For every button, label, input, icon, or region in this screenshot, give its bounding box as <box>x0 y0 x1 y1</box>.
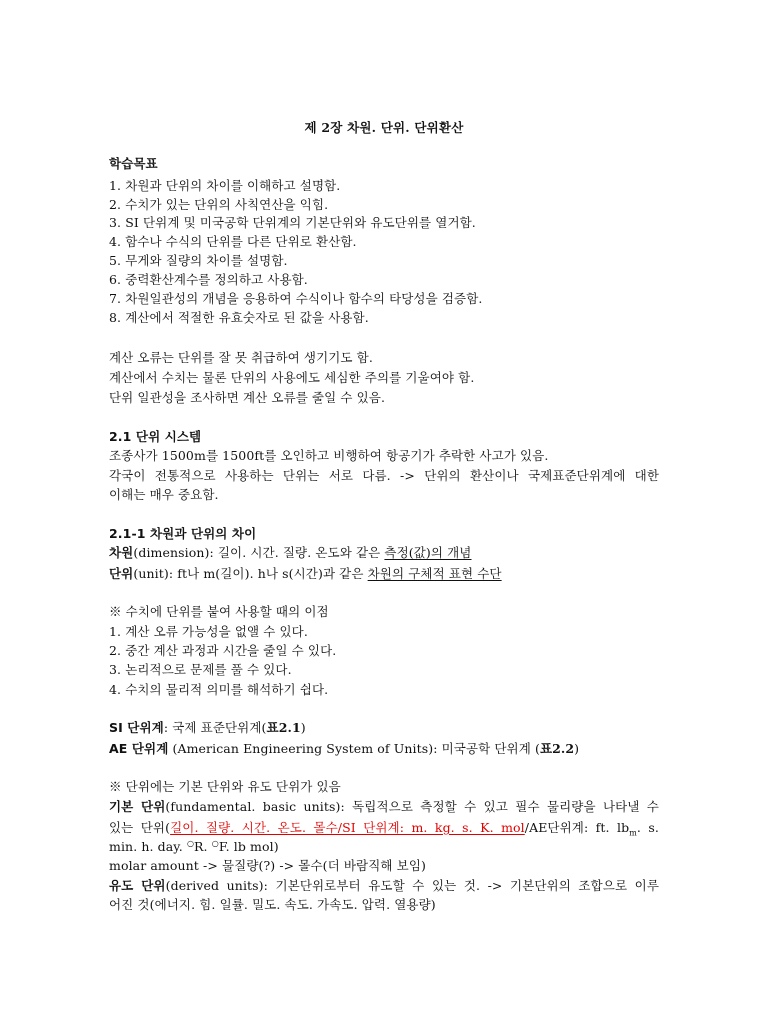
benefits-heading: ※ 수치에 단위를 붙여 사용할 때의 이점 <box>109 604 329 619</box>
objective-item: 3. SI 단위계 및 미국공학 단위계의 기본단위와 유도단위를 열거함. <box>109 215 476 230</box>
derived-units-line-1 <box>109 878 659 894</box>
intro-line: 단위 일관성을 조사하면 계산 오류를 줄일 수 있음. <box>109 390 386 405</box>
basic-units-text: (fundamental. basic units): 독립적으로 측정할 수 있고 필수 물리량을 나타낼 수 <box>165 799 659 814</box>
unit-term: 단위 <box>109 566 134 581</box>
si-table-ref: 표2.1 <box>266 720 301 735</box>
basic-units-text: . s. <box>636 820 659 835</box>
degree-icon: ○ <box>186 838 195 848</box>
si-term: SI 단위계 <box>109 720 164 735</box>
ae-term: AE 단위계 <box>109 741 169 756</box>
intro-line: 계산 오류는 단위를 잘 못 취급하여 생기기도 함. <box>109 350 373 365</box>
objective-item: 2. 수치가 있는 단위의 사칙연산을 익힘. <box>109 197 329 212</box>
derived-units-line-2: 어진 것(에너지. 힘. 일률. 밀도. 속도. 가속도. 압력. 열용량) <box>109 897 436 912</box>
chapter-title: 제 2장 차원. 단위. 단위환산 <box>304 120 464 135</box>
intro-line: 계산에서 수치는 물론 단위의 사용에도 세심한 주의를 기울여야 함. <box>109 370 475 385</box>
dimension-definition <box>109 545 471 561</box>
basic-units-text: min. h. day. <box>109 839 187 854</box>
unit-text: (unit): ft나 m(길이). h나 s(시간)과 같은 <box>133 566 368 581</box>
basic-units-text: /AE단위계: ft. lb <box>524 820 630 835</box>
benefit-item: 1. 계산 오류 가능성을 없앨 수 있다. <box>109 624 308 639</box>
basic-units-line-1 <box>109 799 659 815</box>
section-heading-2-1-1: 2.1-1 차원과 단위의 차이 <box>109 526 257 541</box>
basic-units-line-2 <box>109 820 659 836</box>
objective-item: 4. 함수나 수식의 단위를 다른 단위로 환산함. <box>109 234 357 249</box>
ae-table-ref: 표2.2 <box>539 741 575 756</box>
subscript-m: m <box>629 828 637 838</box>
paragraph-line: 이해는 매우 중요함. <box>109 487 219 502</box>
derived-units-term: 유도 단위 <box>109 878 166 893</box>
basic-units-line-3 <box>109 839 279 855</box>
objective-item: 8. 계산에서 적절한 유효숫자로 된 값을 사용함. <box>109 310 369 325</box>
paragraph-line: 조종사가 1500m를 1500ft를 오인하고 비행하여 항공기가 추락한 사고가 있음. <box>109 448 549 463</box>
basic-units-text: R. <box>194 839 212 854</box>
objective-item: 5. 무게와 질량의 차이를 설명함. <box>109 253 288 268</box>
benefit-item: 4. 수치의 물리적 의미를 해석하기 쉽다. <box>109 682 329 697</box>
unit-underlined: 차원의 구체적 표현 수단 <box>367 566 502 581</box>
si-close: ) <box>300 720 306 735</box>
dimension-term: 차원 <box>109 545 134 560</box>
degree-icon: ○ <box>211 838 219 848</box>
objective-item: 1. 차원과 단위의 차이를 이해하고 설명함. <box>109 178 341 193</box>
paragraph-line: 각국이 전통적으로 사용하는 단위는 서로 다름. -> 단위의 환산이나 국제표준단위계에 대한 <box>109 468 659 483</box>
ae-close: ) <box>574 741 580 756</box>
section-heading-2-1: 2.1 단위 시스템 <box>109 429 202 444</box>
objectives-heading: 학습목표 <box>109 156 158 171</box>
ae-system-line <box>109 741 579 757</box>
derived-units-text: (derived units): 기본단위로부터 유도할 수 있는 것. -> 기본단위의 조합으로 이루 <box>165 878 659 893</box>
objective-item: 7. 차원일관성의 개념을 응용하여 수식이나 함수의 타당성을 검증함. <box>109 291 483 306</box>
benefit-item: 2. 중간 계산 과정과 시간을 줄일 수 있다. <box>109 643 337 658</box>
objective-item: 6. 중력환산계수를 정의하고 사용함. <box>109 272 308 287</box>
units-heading: ※ 단위에는 기본 단위와 유도 단위가 있음 <box>109 779 341 794</box>
molar-amount-line: molar amount -> 물질량(?) -> 몰수(더 바람직해 보임) <box>109 858 426 873</box>
benefit-item: 3. 논리적으로 문제를 풀 수 있다. <box>109 662 292 677</box>
dimension-underlined: 측정(값)의 개념 <box>384 545 472 560</box>
basic-units-text: 있는 단위( <box>109 820 171 835</box>
si-text: : 국제 표준단위계( <box>163 720 267 735</box>
dimension-text: (dimension): 길이. 시간. 질량. 온도와 같은 <box>133 545 385 560</box>
basic-units-highlight: 길이. 질량. 시간. 온도. 몰수/SI 단위계: m. kg. s. K. mol <box>170 820 525 835</box>
unit-definition <box>109 566 502 582</box>
si-system-line <box>109 720 306 736</box>
basic-units-term: 기본 단위 <box>109 799 166 814</box>
basic-units-text: F. lb mol) <box>218 839 279 854</box>
ae-text: (American Engineering System of Units): 미국공학 단위계 ( <box>168 741 540 756</box>
